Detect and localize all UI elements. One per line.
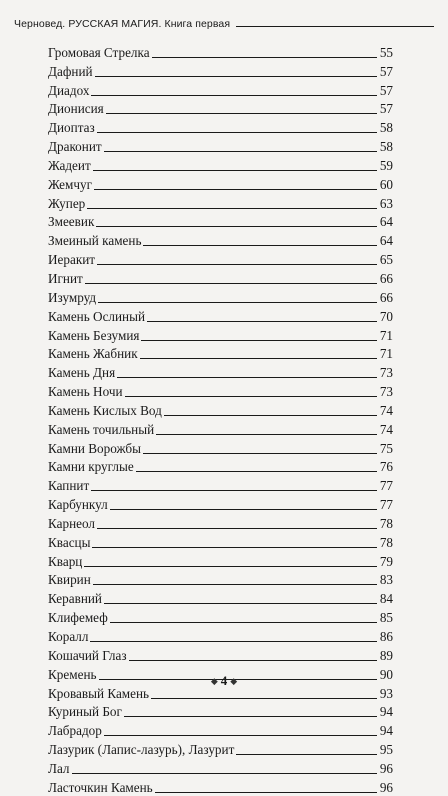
toc-entry xyxy=(48,532,393,551)
toc-leader-line xyxy=(92,547,377,548)
toc-entry-title: Камень Ослиный xyxy=(48,308,146,324)
toc-leader-line xyxy=(124,716,377,717)
toc-leader-line xyxy=(85,283,377,284)
toc-entry xyxy=(48,117,393,136)
toc-entry-title: Камни круглые xyxy=(48,459,134,475)
toc-entry xyxy=(48,80,393,99)
toc-leader-line xyxy=(91,490,377,491)
toc-entry-title: Диадох xyxy=(48,82,90,98)
toc-entry-page: 89 xyxy=(379,647,393,663)
toc-entry xyxy=(48,212,393,231)
toc-entry-title: Жемчуг xyxy=(48,176,92,192)
toc-entry-title: Лазурик (Лапис-лазурь), Лазурит xyxy=(48,742,235,758)
toc-entry-title: Кремень xyxy=(48,666,97,682)
toc-entry xyxy=(48,193,393,212)
page-number: 4 xyxy=(220,673,228,689)
toc-entry-title: Камень Жабник xyxy=(48,346,138,362)
toc-entry xyxy=(48,306,393,325)
toc-leader-line xyxy=(129,660,377,661)
toc-leader-line xyxy=(96,226,377,227)
toc-entry-page: 58 xyxy=(379,120,393,136)
toc-entry-title: Диоптаз xyxy=(48,120,95,136)
toc-entry-page: 94 xyxy=(379,704,393,720)
toc-leader-line xyxy=(141,340,377,341)
toc-leader-line xyxy=(110,509,377,510)
toc-entry-title: Карбункул xyxy=(48,497,108,513)
toc-entry xyxy=(48,325,393,344)
toc-leader-line xyxy=(97,264,377,265)
toc-entry-page: 58 xyxy=(379,139,393,155)
toc-entry-page: 55 xyxy=(379,44,393,60)
toc-entry-title: Клифемеф xyxy=(48,610,108,626)
toc-entry-page: 65 xyxy=(379,252,393,268)
toc-entry-title: Куриный Бог xyxy=(48,704,122,720)
toc-entry-title: Змеевик xyxy=(48,214,95,230)
toc-leader-line xyxy=(152,57,377,58)
toc-entry-title: Изумруд xyxy=(48,289,97,305)
toc-entry-page: 83 xyxy=(379,572,393,588)
toc-leader-line xyxy=(140,358,377,359)
toc-entry-title: Камень Ночи xyxy=(48,384,123,400)
toc-entry xyxy=(48,42,393,61)
toc-entry-page: 64 xyxy=(379,214,393,230)
toc-entry xyxy=(48,739,393,758)
toc-entry xyxy=(48,494,393,513)
toc-entry xyxy=(48,136,393,155)
toc-entry xyxy=(48,99,393,118)
toc-leader-line xyxy=(93,170,377,171)
toc-entry-page: 76 xyxy=(379,459,393,475)
toc-entry-page: 63 xyxy=(379,195,393,211)
toc-entry-page: 86 xyxy=(379,629,393,644)
toc-entry-page: 70 xyxy=(379,308,393,324)
toc-leader-line xyxy=(72,773,378,774)
toc-entry xyxy=(48,777,393,796)
toc-entry xyxy=(48,607,393,626)
toc-leader-line xyxy=(147,321,377,322)
toc-leader-line xyxy=(104,735,377,736)
toc-entry-page: 75 xyxy=(379,440,393,456)
toc-entry-page: 74 xyxy=(379,402,393,418)
toc-entry-page: 74 xyxy=(379,421,393,437)
diamond-ornament-icon: ◆ xyxy=(210,675,218,686)
toc-leader-line xyxy=(98,302,377,303)
toc-entry-title: Драконит xyxy=(48,139,102,155)
toc-entry-page: 71 xyxy=(379,327,393,343)
toc-leader-line xyxy=(94,189,377,190)
toc-entry-title: Лал xyxy=(48,760,70,776)
toc-entry-page: 78 xyxy=(379,515,393,531)
toc-leader-line xyxy=(156,434,377,435)
toc-entry-page: 85 xyxy=(379,610,393,626)
toc-leader-line xyxy=(143,453,377,454)
toc-entry-title: Квасцы xyxy=(48,534,91,550)
toc-entry-page: 60 xyxy=(379,176,393,192)
toc-entry xyxy=(48,155,393,174)
toc-entry-title: Камень Безумия xyxy=(48,327,140,343)
toc-leader-line xyxy=(97,528,377,529)
toc-leader-line xyxy=(106,113,377,114)
toc-entry-title: Квирин xyxy=(48,572,91,588)
toc-leader-line xyxy=(143,245,377,246)
toc-entry xyxy=(48,230,393,249)
toc-entry-title: Керавний xyxy=(48,591,102,607)
toc-entry-title: Камень Кислых Вод xyxy=(48,402,162,418)
toc-entry-title: Кошачий Глаз xyxy=(48,647,127,663)
toc-entry-page: 77 xyxy=(379,478,393,494)
toc-leader-line xyxy=(87,208,377,209)
toc-leader-line xyxy=(136,471,377,472)
toc-entry xyxy=(48,551,393,570)
toc-entry xyxy=(48,344,393,363)
toc-entry-page: 94 xyxy=(379,723,393,739)
toc-entry-title: Иеракит xyxy=(48,252,96,268)
toc-leader-line xyxy=(84,566,377,567)
toc-entry-page: 57 xyxy=(379,63,393,79)
toc-entry-title: Камень точильный xyxy=(48,421,155,437)
toc-entry xyxy=(48,174,393,193)
toc-leader-line xyxy=(97,132,377,133)
toc-entry-title: Камни Ворожбы xyxy=(48,440,141,456)
diamond-ornament-icon: ◆ xyxy=(230,675,238,686)
toc-entry-page: 79 xyxy=(379,553,393,569)
toc-entry xyxy=(48,588,393,607)
toc-entry xyxy=(48,720,393,739)
toc-entry-page: 77 xyxy=(379,497,393,513)
toc-entry-page: 96 xyxy=(379,779,393,795)
toc-entry-title: Коралл xyxy=(48,629,89,644)
toc-entry-title: Камень Дня xyxy=(48,365,116,381)
toc-entry-title: Лабрадор xyxy=(48,723,102,739)
toc-entry xyxy=(48,570,393,589)
toc-entry xyxy=(48,438,393,457)
toc-leader-line xyxy=(104,603,377,604)
toc-entry-title: Жадеит xyxy=(48,157,91,173)
toc-entry xyxy=(48,381,393,400)
toc-entry-page: 96 xyxy=(379,760,393,776)
running-header xyxy=(14,12,434,30)
toc-entry-page: 73 xyxy=(379,384,393,400)
toc-entry-title: Игнит xyxy=(48,270,83,286)
toc-entry xyxy=(48,702,393,721)
toc-leader-line xyxy=(90,641,377,642)
toc-entry-page: 59 xyxy=(379,157,393,173)
toc-entry xyxy=(48,400,393,419)
toc-leader-line xyxy=(91,95,377,96)
toc-leader-line xyxy=(236,754,377,755)
toc-entry xyxy=(48,758,393,777)
toc-entry-title: Дионисия xyxy=(48,101,104,117)
toc-entry xyxy=(48,513,393,532)
toc-leader-line xyxy=(95,76,377,77)
toc-entry-title: Кварц xyxy=(48,553,83,569)
toc-entry xyxy=(48,287,393,306)
toc-leader-line xyxy=(117,377,377,378)
toc-entry xyxy=(48,457,393,476)
toc-entry-page: 66 xyxy=(379,289,393,305)
toc-entry-title: Дафний xyxy=(48,63,93,79)
toc-entry xyxy=(48,419,393,438)
toc-entry xyxy=(48,268,393,287)
toc-leader-line xyxy=(93,584,377,585)
toc-entry xyxy=(48,249,393,268)
toc-entry xyxy=(48,475,393,494)
toc-leader-line xyxy=(164,415,377,416)
toc-leader-line xyxy=(155,792,377,793)
toc-entry-page: 66 xyxy=(379,270,393,286)
toc-entry-page: 78 xyxy=(379,534,393,550)
toc-entry-title: Жупер xyxy=(48,195,86,211)
toc-entry-page: 57 xyxy=(379,82,393,98)
toc-entry-page: 64 xyxy=(379,233,393,249)
toc-entry-title: Капнит xyxy=(48,478,90,494)
toc-entry xyxy=(48,626,393,645)
toc-entry-title: Кровавый Камень xyxy=(48,685,150,701)
page-footer xyxy=(0,672,448,689)
toc-entry-page: 84 xyxy=(379,591,393,607)
toc-entry-page: 93 xyxy=(379,685,393,701)
toc-leader-line xyxy=(125,396,377,397)
toc-entry-title: Змеиный камень xyxy=(48,233,142,249)
toc-entry-page: 95 xyxy=(379,742,393,758)
toc-entry xyxy=(48,645,393,664)
toc-leader-line xyxy=(104,151,377,152)
toc-leader-line xyxy=(110,622,377,623)
toc-entry-page: 57 xyxy=(379,101,393,117)
header-rule xyxy=(236,26,434,27)
toc-entry-page: 71 xyxy=(379,346,393,362)
toc-entry-title: Карнеол xyxy=(48,515,95,531)
toc-entry xyxy=(48,362,393,381)
toc-leader-line xyxy=(151,698,377,699)
running-header-text: Черновед. РУССКАЯ МАГИЯ. Книга первая xyxy=(14,18,231,30)
toc-entry-page: 90 xyxy=(379,666,393,682)
toc-entry-page: 73 xyxy=(379,365,393,381)
toc-entry xyxy=(48,61,393,80)
toc-entry-title: Ласточкин Камень xyxy=(48,779,153,795)
toc-entry-title: Громовая Стрелка xyxy=(48,44,150,60)
